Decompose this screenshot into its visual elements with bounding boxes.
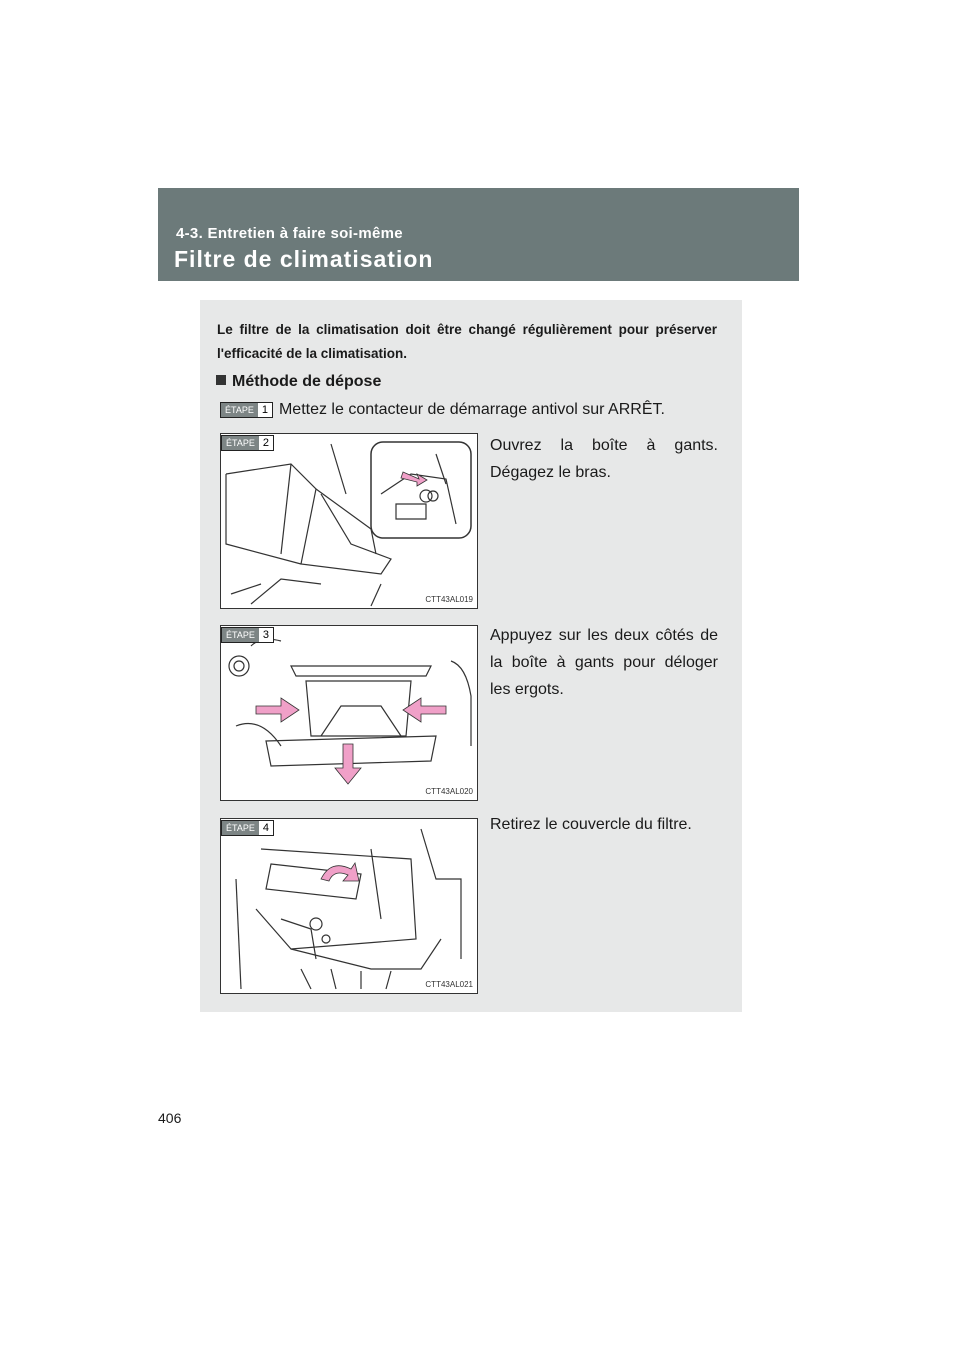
step-1-text: Mettez le contacteur de démarrage antivol sur ARRÊT. [278,401,665,418]
figure-code: CTT43AL021 [425,980,473,989]
method-heading [216,373,381,391]
step-badge [220,402,273,418]
step-2-illustration [220,433,478,609]
step-4-illustration [220,818,478,994]
step-badge [221,627,274,643]
step-4-text: Retirez le couvercle du filtre. [490,816,692,833]
filter-cover-drawing [221,819,477,993]
square-bullet-icon [216,375,226,385]
arrow-icon [256,698,299,722]
page-title: Filtre de climatisation [174,246,434,272]
chapter-header [158,188,799,281]
glovebox-open-drawing [221,434,477,608]
step-number: 4 [262,822,269,834]
intro-text: Le filtre de la climatisation doit être changé régulièrement pour préserver l'efficacité de la climatisation. [217,322,717,361]
step-number: 2 [262,437,269,449]
content-panel [200,300,742,1012]
page-number: 406 [158,1110,182,1126]
step-word: ÉTAPE [222,436,259,450]
step-word: ÉTAPE [222,821,259,835]
glovebox-press-drawing [221,626,477,800]
figure-code: CTT43AL019 [425,595,473,604]
step-2-text: Ouvrez la boîte à gants. Dégagez le bras. [490,437,718,481]
step-number: 1 [261,404,268,416]
step-3-illustration [220,625,478,801]
step-word: ÉTAPE [221,403,258,417]
step-1 [220,401,665,419]
step-word: ÉTAPE [222,628,259,642]
section-heading: 4-3. Entretien à faire soi-même [176,225,403,242]
curved-arrow-icon [321,863,359,881]
step-3-text: Appuyez sur les deux côtés de la boîte à gants pour déloger les ergots. [490,627,718,698]
step-badge [221,820,274,836]
step-number: 3 [262,629,269,641]
step-badge [221,435,274,451]
method-title: Méthode de dépose [232,373,382,390]
figure-code: CTT43AL020 [425,787,473,796]
